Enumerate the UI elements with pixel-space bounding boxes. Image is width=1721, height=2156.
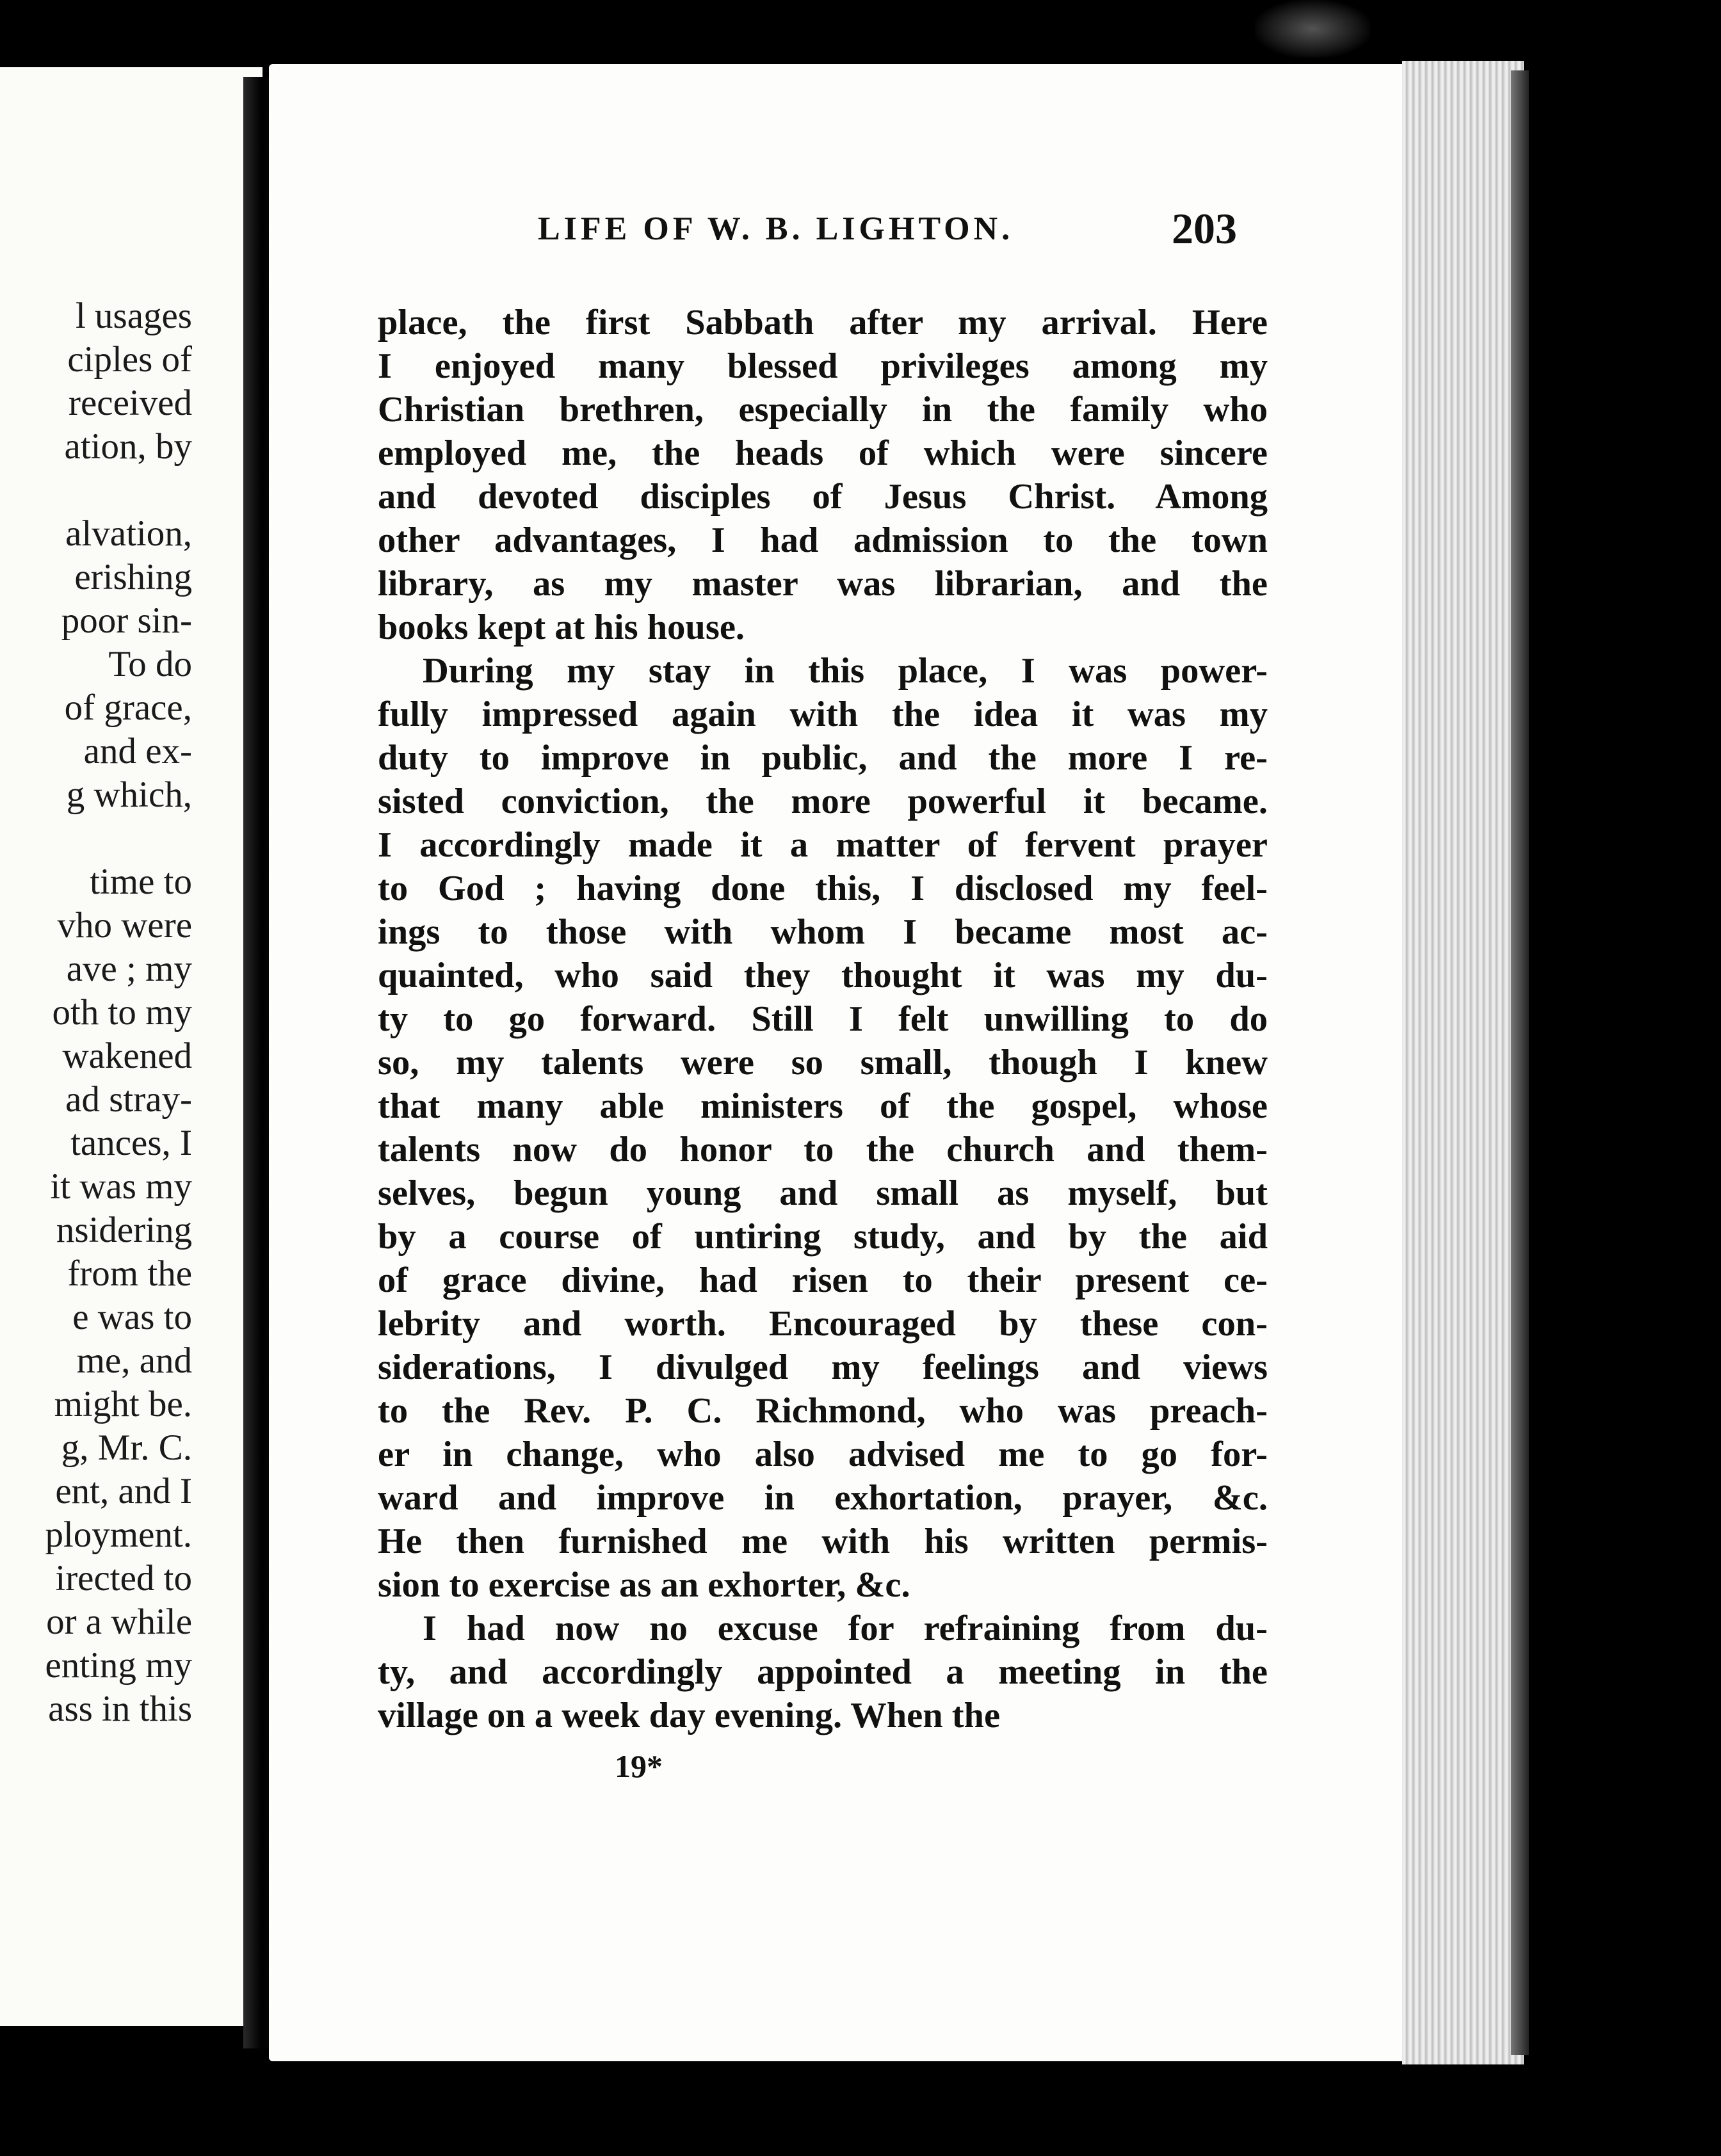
left-page-line: oth to my — [52, 992, 192, 1033]
left-page-line: g which, — [66, 775, 192, 815]
page-edges-shadow — [1511, 70, 1529, 2055]
left-page-line: of grace, — [64, 688, 192, 728]
left-page-line: wakened — [62, 1036, 192, 1076]
text-line: During my stay in this place, I was power- — [423, 651, 1268, 691]
text-line: place, the first Sabbath after my arrival. Here — [378, 303, 1268, 342]
text-line: I accordingly made it a matter of fervent prayer — [378, 825, 1268, 865]
page-number: 203 — [1172, 204, 1237, 253]
text-line: village on a week day evening. When the — [378, 1696, 1001, 1735]
left-page-line: poor sin- — [61, 600, 192, 641]
text-line: books kept at his house. — [378, 607, 745, 647]
text-line: to God ; having done this, I disclosed my feel- — [378, 869, 1268, 908]
left-page-line: ad stray- — [65, 1079, 192, 1120]
left-page-line: ployment. — [45, 1515, 192, 1555]
text-line: ward and improve in exhortation, prayer, &c. — [378, 1478, 1268, 1518]
left-page-line: ation, by — [64, 426, 192, 467]
text-line: quainted, who said they thought it was my du- — [378, 956, 1268, 995]
left-page-line: alvation, — [65, 513, 192, 554]
body-text — [378, 301, 1268, 1737]
text-line: ty to go forward. Still I felt unwilling to do — [378, 999, 1268, 1039]
left-page-line: and ex- — [83, 731, 192, 771]
left-page-line: e was to — [72, 1297, 192, 1337]
left-page-line: enting my — [45, 1645, 192, 1685]
text-line: sion to exercise as an exhorter, &c. — [378, 1565, 910, 1605]
text-line: siderations, I divulged my feelings and views — [378, 1348, 1268, 1387]
text-line: selves, begun young and small as myself, but — [378, 1173, 1268, 1213]
text-line: talents now do honor to the church and them- — [378, 1130, 1268, 1170]
paragraph — [378, 1607, 1268, 1737]
text-line: ings to those with whom I became most ac- — [378, 912, 1268, 952]
left-page-line: might be. — [54, 1384, 192, 1424]
left-page-line: nsidering — [56, 1210, 192, 1250]
left-page-line: ciples of — [67, 339, 192, 380]
text-line: employed me, the heads of which were sincere — [378, 433, 1268, 473]
text-line: of grace divine, had risen to their present ce- — [378, 1260, 1268, 1300]
left-page-line: from the — [67, 1253, 192, 1294]
left-page-line: it was my — [50, 1166, 192, 1207]
running-head: LIFE OF W. B. LIGHTON. — [538, 211, 1014, 247]
left-page-line: received — [68, 383, 192, 423]
text-line: lebrity and worth. Encouraged by these con- — [378, 1304, 1268, 1344]
left-page-line: l usages — [75, 296, 192, 336]
left-page-line: ent, and I — [55, 1471, 192, 1511]
left-page-line: ass in this — [48, 1689, 192, 1729]
text-line: He then furnished me with his written permis- — [378, 1522, 1268, 1561]
left-page-line: irected to — [55, 1558, 192, 1598]
left-page-line: To do — [108, 644, 192, 684]
text-line: other advantages, I had admission to the town — [378, 520, 1268, 560]
text-line: duty to improve in public, and the more I re- — [378, 738, 1268, 778]
left-page-line: me, and — [76, 1340, 192, 1381]
left-page-line: tances, I — [70, 1123, 192, 1163]
left-page-line: ave ; my — [66, 949, 192, 989]
left-page-line: vho were — [57, 905, 192, 945]
page-edges — [1402, 61, 1524, 2064]
text-line: by a course of untiring study, and by the aid — [378, 1217, 1268, 1257]
text-line: I enjoyed many blessed privileges among my — [378, 346, 1268, 386]
text-line: ty, and accordingly appointed a meeting in the — [378, 1652, 1268, 1692]
text-line: fully impressed again with the idea it was my — [378, 695, 1268, 734]
text-line: I had now no excuse for refraining from du- — [423, 1609, 1268, 1648]
paragraph — [378, 649, 1268, 1607]
left-page-line: time to — [90, 862, 192, 902]
text-line: that many able ministers of the gospel, whose — [378, 1086, 1268, 1126]
text-line: sisted conviction, the more powerful it became. — [378, 782, 1268, 821]
text-line: so, my talents were so small, though I knew — [378, 1043, 1268, 1082]
signature-mark: 19* — [615, 1748, 663, 1784]
left-page-line: or a while — [46, 1602, 192, 1642]
text-line: and devoted disciples of Jesus Christ. Among — [378, 477, 1268, 517]
text-line: er in change, who also advised me to go for- — [378, 1435, 1268, 1474]
text-line: Christian brethren, especially in the family who — [378, 390, 1268, 430]
left-page — [0, 67, 263, 2026]
scan-smudge — [1255, 0, 1370, 58]
text-line: library, as my master was librarian, and the — [378, 564, 1268, 604]
paragraph — [378, 301, 1268, 649]
left-page-line: g, Mr. C. — [61, 1428, 192, 1468]
left-page-line: erishing — [74, 557, 192, 597]
text-line: to the Rev. P. C. Richmond, who was preach- — [378, 1391, 1268, 1431]
